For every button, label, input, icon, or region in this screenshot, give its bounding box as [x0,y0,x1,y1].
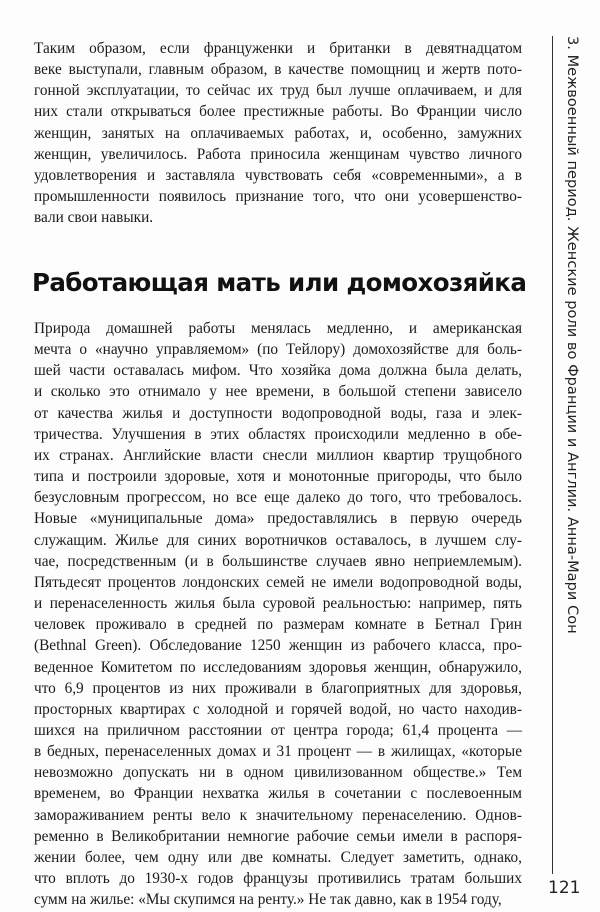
text-line: и сколько это отнимало у нее времени, в большой степени зависело [34,383,522,401]
text-line: в бедных, перенаселенных домах и 31 процент — в жилищах, «которые [34,743,522,761]
running-header [560,36,584,876]
intro-paragraph [34,38,522,228]
text-line: невозможно допускать ни в одном цивилизованном обществе.» Тем [34,764,522,782]
text-line: их странах. Английские власти снесли миллион квартир трущобного [34,446,522,464]
text-line: служащим. Жилье для синих воротничков оставалось, в лучшем слу- [34,531,522,549]
text-line: тричества. Улучшения в этих областях происходили медленно в обе- [34,425,522,443]
text-line: Природа домашней работы менялась медленно, и американская [34,320,522,337]
text-line: шихся на приличном расстоянии от центра города; 61,4 процента — [34,721,522,739]
text-line: Таким образом, если француженки и британки в девятнадцатом [34,40,522,57]
text-line: от качества жилья и доступности водопроводной воды, газа и элек- [34,404,522,422]
text-line: что вплоть до 1930-х годов французы противились тратам больших [34,870,522,888]
running-header-text: 3. Межвоенный период. Женские роли во Франции и Англии. Анна-Мари Сон [564,36,581,634]
text-line: Пятьдесят процентов лондонских семей не имели водопроводной воды, [34,573,522,591]
text-line: гонной эксплуатации, то сейчас их труд был лучше оплачиваем, и для [34,82,522,100]
text-line: веденное Комитетом по исследованиям здоровья женщин, обнаружило, [34,658,522,676]
text-line: вали свои навыки. [34,209,154,227]
text-line: мечта о «научно управляемом» (по Тейлору) домохозяйстве для боль- [34,341,522,359]
text-line: шей части оставалась мифом. Что хозяйка дома должна была делать, [34,362,522,380]
section-heading: Работающая мать или домохозяйка [32,268,527,297]
page-number: 121 [548,878,581,898]
text-line: и перенаселенность жилья была суровой реальностью: например, пять [34,595,522,613]
text-line: просторных квартирах с холодной и горячей водой, но часто находив- [34,700,522,718]
text-line: жении более, чем одну или две комнаты. Следует заметить, однако, [34,848,522,866]
text-line: временем, во Франции нехватка жилья в сочетании с послевоенным [34,785,522,803]
text-line: них стали открываться более престижные работы. Во Франции число [34,103,522,121]
text-line: промышленности появилось признание того, что они усовершенство- [34,188,522,206]
text-line: безусловным прогрессом, но все еще далеко до того, что требовалось. [34,489,522,507]
running-header-rule [552,36,553,874]
text-line: ременно в Великобритании немногие рабочие семьи имели в распоря- [34,827,522,845]
main-paragraph [34,318,522,910]
text-line: женщин, увеличилось. Работа приносила женщинам чувство личного [34,145,522,163]
text-line: сумм на жилье: «Мы скупимся на ренту.» Не так давно, как в 1954 году, [34,891,502,909]
text-line: чае, посредственным (и в большинстве случаев явно неприемлемым). [34,552,522,570]
text-line: что 6,9 процентов из них проживали в благоприятных для здоровья, [34,679,522,697]
text-line: замораживанием ренты вело к значительному перенаселению. Однов- [34,806,522,824]
text-line: человек проживало в средней по размерам комнате в Бетнал Грин [34,616,522,634]
text-line: типа и построили здоровые, хотя и монотонные пригороды, что было [34,468,522,486]
text-line: (Bethnal Green). Обследование 1250 женщин из рабочего класса, про- [34,637,522,655]
text-line: веке выступали, главным образом, в качестве помощниц и жертв пото- [34,61,522,79]
text-line: удовлетворения и заставляла чувствовать себя «современными», а в [34,166,522,184]
text-line: Новые «муниципальные дома» предоставлялись в первую очередь [34,510,522,528]
text-line: женщин, занятых на оплачиваемых работах, и, особенно, замужних [34,124,522,142]
